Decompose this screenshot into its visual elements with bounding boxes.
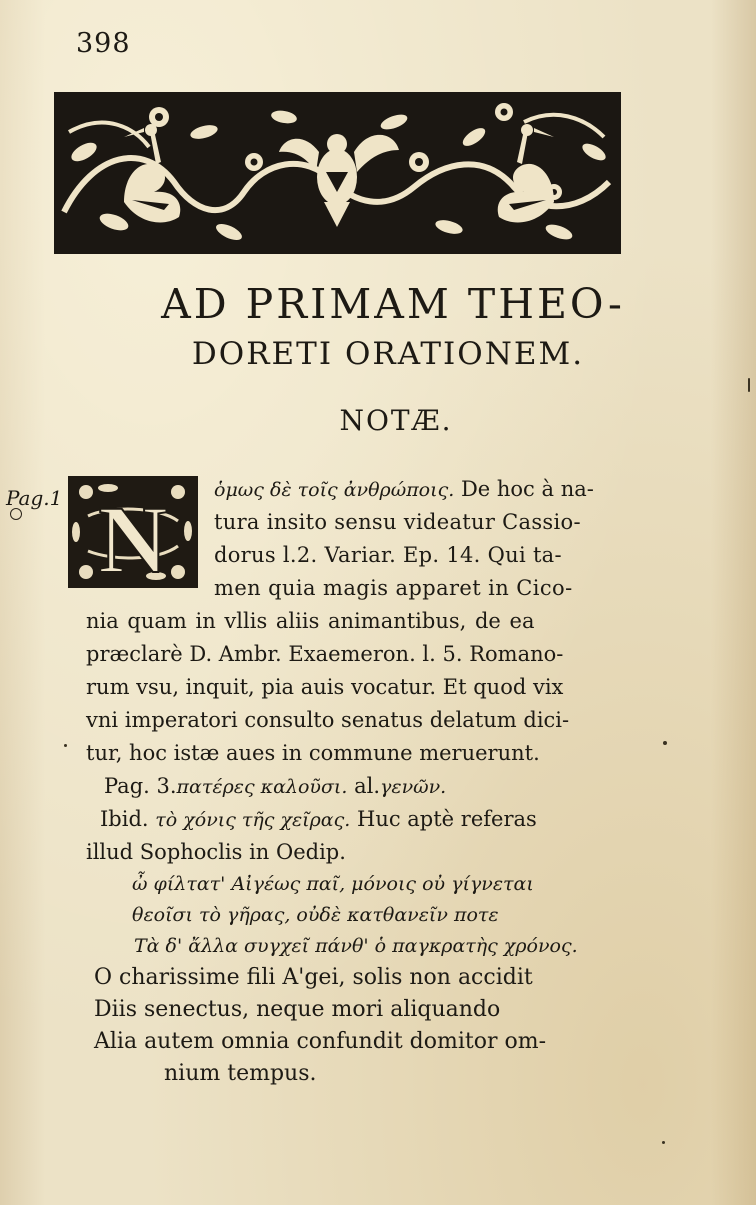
drop-cap-initial [68,476,198,588]
paper-speck [662,1141,665,1144]
greek-verse: Τὰ δ' ἄλλα συγχεῖ πάνθ' ὁ παγκρατὴς χρόνος. [134,935,578,957]
text-line: præclarè D. Ambr. Exaemeron. l. 5. Romano- [86,642,564,666]
margin-page-reference: Pag.1 [6,486,63,510]
title-line-1: AD PRIMAM THEO- [161,280,625,328]
section-heading: NOTÆ. [339,404,453,437]
text-line: rum vsu, inquit, pia auis vocatur. Et quod vix [86,675,564,699]
text-line: tura insito sensu videatur Cassio- [214,510,581,534]
paper-speck [748,378,750,392]
greek-verse: θεοῖσι τὸ γῆρας, οὐδὲ κατθανεῖν ποτε [132,904,499,926]
title-line-2: DORETI ORATIONEM. [191,336,585,372]
text-line: men quia magis apparet in Cico- [214,576,573,600]
paper-speck [663,741,667,745]
text-line: nia quam in vllis aliis animantibus, de ea [86,609,535,633]
woodcut-headpiece [54,92,621,254]
text-line: Ibid. τὸ χόνις τῆς χεῖρας. Huc aptè referas [100,807,537,831]
latin-verse: O charissime fili A'gei, solis non accidit [94,965,533,990]
greek-verse: ὦ φίλτατ' Αἰγέως παῖ, μόνοις οὐ γίγνεται [132,873,534,895]
paper-speck [64,744,67,747]
margin-mark [10,508,22,520]
page-number: 398 [76,28,131,59]
text-line: vni imperatori consulto senatus delatum dici- [86,708,570,732]
text-line: ὁμως δὲ τοῖς ἀνθρώποις. De hoc à na- [214,477,594,501]
drop-cap-frame [68,476,198,588]
headpiece-ornament-image [54,92,621,254]
text-line: dorus l.2. Variar. Ep. 14. Qui ta- [214,543,562,567]
latin-verse: Diis senectus, neque mori aliquando [94,997,501,1022]
text-line: tur, hoc istæ aues in commune meruerunt. [86,741,540,765]
latin-verse: nium tempus. [164,1061,317,1086]
drop-cap-letter: N [98,486,168,588]
text-line: Pag. 3.πατέρες καλοῦσι. al.γενῶν. [104,774,447,798]
text-line: illud Sophoclis in Oedip. [86,840,346,864]
latin-verse: Alia autem omnia confundit domitor om- [94,1029,547,1054]
